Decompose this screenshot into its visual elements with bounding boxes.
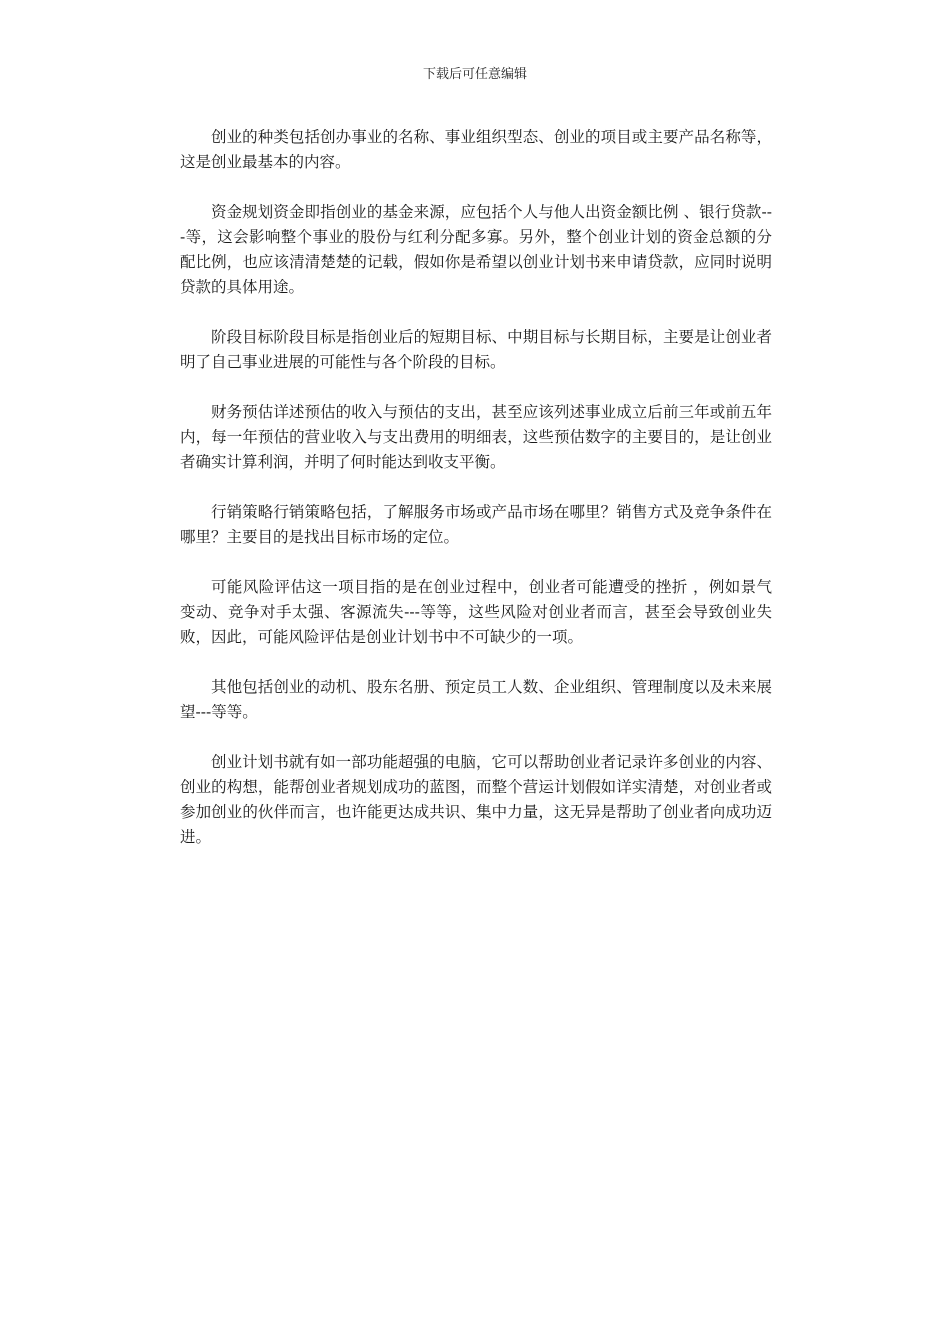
paragraph-financial-forecast: 财务预估详述预估的收入与预估的支出，甚至应该列述事业成立后前三年或前五年内，每一年预估的营业收入与支出费用的明细表，这些预估数字的主要目的，是让创业者确实计算利润，并明了何时能达到收支平衡。 xyxy=(180,403,772,471)
paragraph-business-type: 创业的种类包括创办事业的名称、事业组织型态、创业的项目或主要产品名称等，这是创业最基本的内容。 xyxy=(180,128,772,171)
document-body xyxy=(180,125,772,875)
paragraph-conclusion: 创业计划书就有如一部功能超强的电脑，它可以帮助创业者记录许多创业的内容、创业的构想，能帮创业者规划成功的蓝图，而整个营运计划假如详实清楚，对创业者或参加创业的伙伴而言，也许能更达成共识、集中力量，这无异是帮助了创业者向成功迈进。 xyxy=(180,753,772,846)
paragraph-marketing-strategy: 行销策略行销策略包括，了解服务市场或产品市场在哪里？销售方式及竞争条件在哪里？主要目的是找出目标市场的定位。 xyxy=(180,503,772,546)
paragraph-other: 其他包括创业的动机、股东名册、预定员工人数、企业组织、管理制度以及未来展望---等等。 xyxy=(180,678,772,721)
paragraph-stage-goals: 阶段目标阶段目标是指创业后的短期目标、中期目标与长期目标，主要是让创业者明了自己事业进展的可能性与各个阶段的目标。 xyxy=(180,328,772,371)
page-header: 下载后可任意编辑 xyxy=(422,67,527,82)
paragraph-risk-assessment: 可能风险评估这一项目指的是在创业过程中，创业者可能遭受的挫折 ，例如景气变动、竞争对手太强、客源流失---等等，这些风险对创业者而言，甚至会导致创业失败，因此，可能风险评估是创业计划书中不可缺少的一项。 xyxy=(180,578,772,646)
paragraph-funding-plan: 资金规划资金即指创业的基金来源，应包括个人与他人出资金额比例 、银行贷款---等，这会影响整个事业的股份与红利分配多寡。另外，整个创业计划的资金总额的分配比例，也应该清清楚楚的记载，假如你是希望以创业计划书来申请贷款，应同时说明贷款的具体用途。 xyxy=(180,203,772,296)
